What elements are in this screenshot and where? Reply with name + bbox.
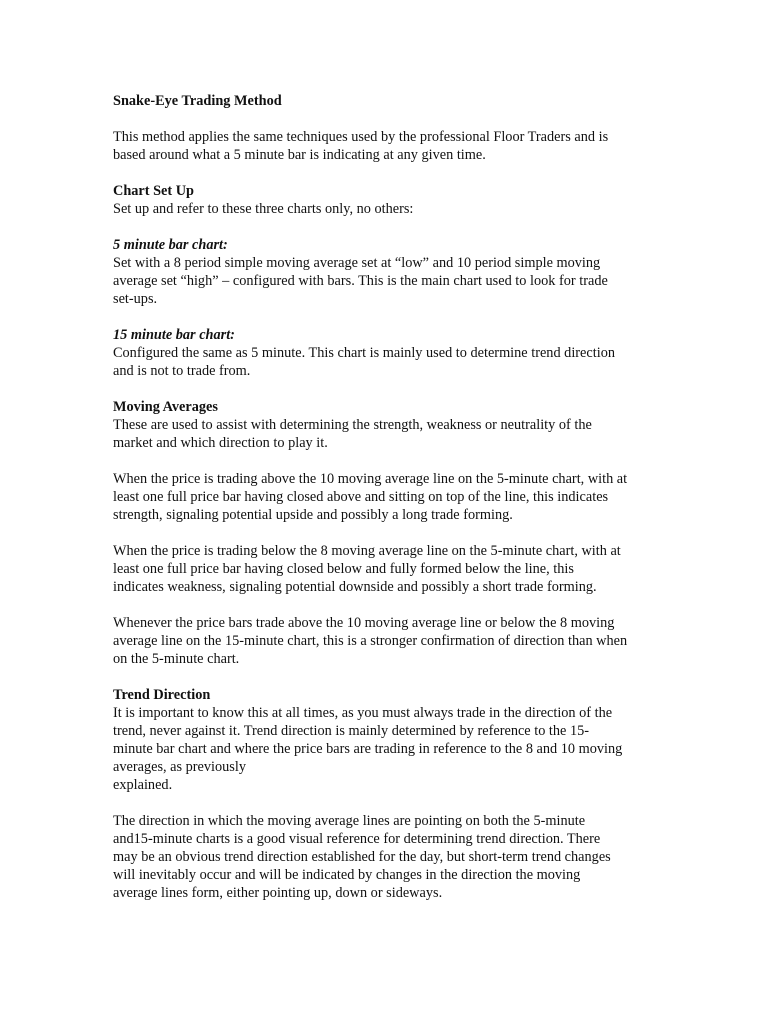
text-line: average set “high” – configured with bars. This is the main chart used to look for trade xyxy=(113,273,608,289)
text-line: Configured the same as 5 minute. This chart is mainly used to determine trend direction xyxy=(113,345,615,361)
chart-setup-section xyxy=(113,182,658,218)
moving-averages-section xyxy=(113,398,658,668)
spacer xyxy=(113,380,658,398)
text-line: It is important to know this at all times, as you must always trade in the direction of the xyxy=(113,705,613,721)
paragraph-above-average xyxy=(113,470,658,524)
text-line: minute bar chart and where the price bars are trading in reference to the 8 and 10 moving xyxy=(113,741,623,757)
text-line: will inevitably occur and will be indicated by changes in the direction the moving xyxy=(113,867,581,883)
text-line: When the price is trading below the 8 moving average line on the 5-minute chart, with at xyxy=(113,543,621,559)
text-line: When the price is trading above the 10 moving average line on the 5-minute chart, with at xyxy=(113,471,628,487)
text-line: may be an obvious trend direction established for the day, but short-term trend changes xyxy=(113,849,611,865)
spacer xyxy=(113,164,658,182)
text-line: and is not to trade from. xyxy=(113,363,251,379)
text-line: average line on the 15-minute chart, this is a stronger confirmation of direction than when xyxy=(113,633,628,649)
trend-direction-section xyxy=(113,686,658,902)
spacer xyxy=(113,794,658,812)
text-line: indicates weakness, signaling potential downside and possibly a short trade forming. xyxy=(113,579,597,595)
text-line: and15-minute charts is a good visual reference for determining trend direction. There xyxy=(113,831,601,847)
text-line: based around what a 5 minute bar is indicating at any given time. xyxy=(113,147,486,163)
spacer xyxy=(113,452,658,470)
section-heading: Chart Set Up xyxy=(113,183,195,199)
text-line: on the 5-minute chart. xyxy=(113,651,240,667)
section-heading: Moving Averages xyxy=(113,399,218,415)
spacer xyxy=(113,218,658,236)
spacer xyxy=(113,668,658,686)
text-line: trend, never against it. Trend direction is mainly determined by reference to the 15- xyxy=(113,723,590,739)
text-line: These are used to assist with determining the strength, weakness or neutrality of the xyxy=(113,417,592,433)
text-line: strength, signaling potential upside and possibly a long trade forming. xyxy=(113,507,513,523)
text-line: Set up and refer to these three charts only, no others: xyxy=(113,201,414,217)
text-line: explained. xyxy=(113,777,173,793)
text-line: average lines form, either pointing up, down or sideways. xyxy=(113,885,443,901)
text-line: set-ups. xyxy=(113,291,158,307)
spacer xyxy=(113,110,658,128)
paragraph-moving-average-direction xyxy=(113,812,658,902)
intro-paragraph xyxy=(113,128,658,164)
spacer xyxy=(113,596,658,614)
paragraph-fifteen-minute xyxy=(113,614,658,668)
document-title: Snake-Eye Trading Method xyxy=(113,93,282,109)
text-line: This method applies the same techniques used by the professional Floor Traders and is xyxy=(113,129,609,145)
five-minute-chart-section xyxy=(113,236,658,308)
text-line: market and which direction to play it. xyxy=(113,435,328,451)
text-line: Set with a 8 period simple moving average set at “low” and 10 period simple moving xyxy=(113,255,601,271)
subsection-heading: 5 minute bar chart: xyxy=(113,237,228,253)
text-line: least one full price bar having closed below and fully formed below the line, this xyxy=(113,561,574,577)
spacer xyxy=(113,308,658,326)
paragraph-below-average xyxy=(113,542,658,596)
text-line: averages, as previously xyxy=(113,759,246,775)
fifteen-minute-chart-section xyxy=(113,326,658,380)
document-body xyxy=(113,92,658,902)
text-line: The direction in which the moving average lines are pointing on both the 5-minute xyxy=(113,813,586,829)
section-heading: Trend Direction xyxy=(113,687,211,703)
text-line: least one full price bar having closed above and sitting on top of the line, this indicates xyxy=(113,489,609,505)
text-line: Whenever the price bars trade above the 10 moving average line or below the 8 moving xyxy=(113,615,615,631)
subsection-heading: 15 minute bar chart: xyxy=(113,327,235,343)
spacer xyxy=(113,524,658,542)
